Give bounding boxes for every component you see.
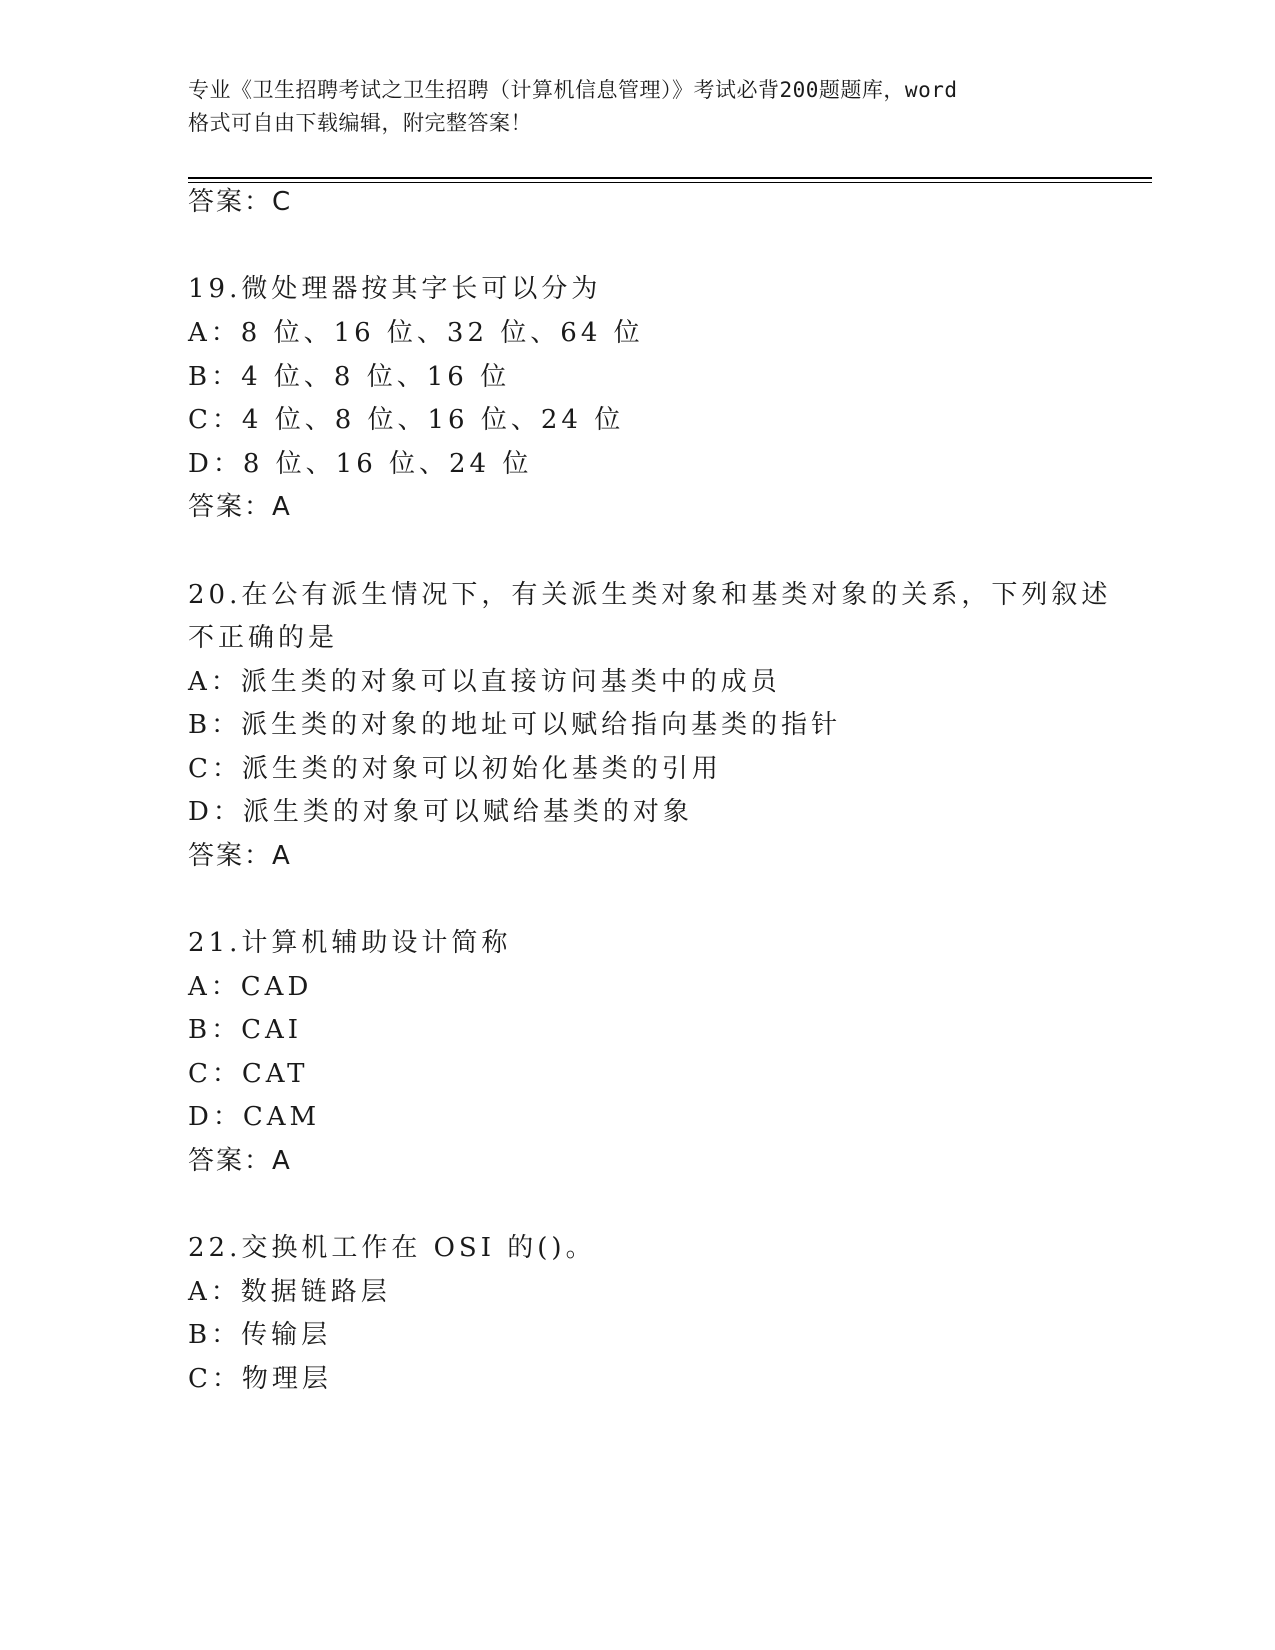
header-line-1: 专业《卫生招聘考试之卫生招聘（计算机信息管理）》考试必背200题题库，word [188, 78, 958, 102]
question-20-option-c: C：派生类的对象可以初始化基类的引用 [188, 754, 722, 784]
question-22-option-c: C：物理层 [188, 1364, 332, 1394]
question-22-stem: 22.交换机工作在 OSI 的()。 [188, 1233, 596, 1263]
prev-answer: 答案：C [188, 187, 293, 217]
question-19-option-a: A：8 位、16 位、32 位、64 位 [188, 318, 644, 348]
question-22-option-a: A：数据链路层 [188, 1277, 391, 1307]
document-header [188, 74, 1088, 140]
question-21-option-b: B：CAI [188, 1015, 303, 1045]
header-rule-thick [188, 177, 1152, 179]
question-21-stem: 21.计算机辅助设计简称 [188, 928, 512, 958]
question-20-stem-line-2: 不正确的是 [188, 623, 339, 653]
question-20-option-a: A：派生类的对象可以直接访问基类中的成员 [188, 667, 781, 697]
question-20-option-b: B：派生类的对象的地址可以赋给指向基类的指针 [188, 710, 842, 740]
header-line-2: 格式可自由下载编辑，附完整答案！ [188, 111, 532, 135]
question-20-answer: 答案：A [188, 841, 292, 871]
question-21-option-a: A：CAD [188, 972, 313, 1002]
header-rule-thin [188, 182, 1152, 183]
question-22-option-b: B：传输层 [188, 1320, 332, 1350]
question-20-stem-line-1: 20.在公有派生情况下，有关派生类对象和基类对象的关系，下列叙述 [188, 580, 1112, 610]
question-21-option-d: D：CAM [188, 1102, 321, 1132]
question-19-option-d: D：8 位、16 位、24 位 [188, 449, 533, 479]
question-21-option-c: C：CAT [188, 1059, 309, 1089]
question-19-answer: 答案：A [188, 492, 292, 522]
question-19-option-c: C：4 位、8 位、16 位、24 位 [188, 405, 625, 435]
question-21-answer: 答案：A [188, 1146, 292, 1176]
question-19-option-b: B：4 位、8 位、16 位 [188, 362, 511, 392]
question-20-option-d: D：派生类的对象可以赋给基类的对象 [188, 797, 693, 827]
question-19-stem: 19.微处理器按其字长可以分为 [188, 274, 602, 304]
